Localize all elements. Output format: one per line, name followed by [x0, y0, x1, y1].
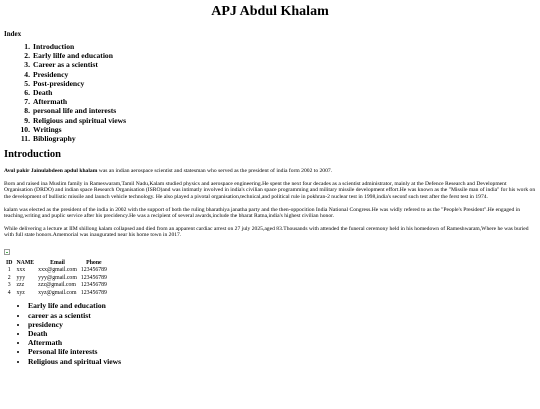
index-item-writings[interactable]: 10. Writings — [20, 124, 62, 134]
broken-image-icon — [4, 249, 10, 255]
table-row — [4, 267, 109, 275]
cell-email: yyy@gmail.com — [38, 274, 77, 281]
index-item-early-life[interactable]: 2. Early lilfe and education — [24, 51, 113, 61]
cell-id: 3 — [7, 282, 11, 289]
index-link[interactable]: Career as a scientist — [33, 60, 98, 70]
cell-email: xxx@gmail.com — [38, 266, 77, 273]
cell-phone: 123456789 — [80, 274, 107, 281]
table-header-id: ID — [6, 259, 13, 266]
cell-name: xxx — [16, 266, 26, 273]
index-item-personal-life[interactable]: 8. personal life and interests — [24, 106, 117, 116]
cell-email: xyz@gmail.com — [38, 289, 77, 296]
page-title: APJ Abdul Khalam — [211, 4, 329, 19]
cell-name: xyz — [16, 289, 25, 296]
index-item-presidency[interactable]: 4. Presidency — [24, 69, 69, 79]
list-item: • career as a scientist — [28, 311, 536, 320]
cell-name: zzz — [16, 282, 25, 289]
cell-id: 4 — [7, 289, 11, 296]
cell-name: yyy — [16, 274, 26, 281]
contacts-table — [4, 260, 109, 297]
intro-paragraph-4: While delivering a lecture at IIM shillong kalam collapsed and died from an apparent cardiac arrest on 27 july 2025,aged 83.Thousands with attended the funeral ceremony held in his homedown of Rameshwaram,Where he was buried with full state honors.Amemorial was inaugurated near his home town in 2017. — [4, 225, 529, 239]
table-row — [4, 290, 109, 298]
index-item-religious-views[interactable]: 9. Religious and spiritual views — [24, 115, 127, 125]
index-link[interactable]: Introduction — [33, 42, 75, 51]
intro-paragraph-2: Born and raised ina Muslim family in Rameswaram,Tamil Nadu,Kalam studied physics and aerospace engineering.He spent the next four decades as a scientist administrator, mainly at the Defence Research and Development Organisation (DRDO) and indian space Research Organisation (ISRO)and was intimatly involved in india's civilian space programming and military missile development effort.He was known as the "Missile man of india" for his work on the development of bullistic missile and launch vehicle technology. He also played a pivotal organisation,technical,and political rule in pokhran-2 nuclear test in 1998,india's seconf such test after the ferst test in 1974. — [4, 180, 536, 201]
index-item-career[interactable]: 3. Career as a scientist — [24, 60, 98, 70]
cell-id: 1 — [7, 266, 11, 273]
list-item: • Aftermath — [28, 338, 536, 347]
intro-paragraph-3: kalam was elected as the president of the india in 2002 with the support of both the ruling bharathiya janatha party and the then-oppocition India National Congress.He was widly refered to as the "People's President".He engaged in teaching,writing and puplic service after his precidency.He was a recipient of several awards,include the bharat Ratna,india's highest civilian honor. — [4, 206, 521, 220]
table-row — [4, 282, 109, 290]
index-link[interactable]: Early lilfe and education — [33, 51, 113, 61]
index-link[interactable]: Bibliography — [33, 134, 76, 144]
list-item: • Early life and education — [28, 301, 536, 310]
index-list — [4, 42, 536, 143]
index-link[interactable]: Writings — [33, 124, 62, 134]
list-item: • Death — [28, 329, 536, 338]
list-item: • Personal life interests — [28, 347, 536, 356]
cell-id: 2 — [7, 274, 11, 281]
list-item: • Religious and spiritual views — [28, 357, 536, 366]
index-item-introduction[interactable]: 1. Introduction — [24, 42, 75, 51]
cell-phone: 123456789 — [80, 282, 107, 289]
index-link[interactable]: Post-presidency — [33, 78, 85, 88]
topics-list — [4, 301, 536, 365]
index-link[interactable]: personal life and interests — [33, 106, 117, 116]
index-item-post-presidency[interactable]: 5. Post-presidency — [24, 78, 85, 88]
index-item-death[interactable]: 6. Death — [24, 88, 53, 98]
index-item-aftermath[interactable]: 7. Aftermath — [24, 97, 68, 107]
index-link[interactable]: Presidency — [33, 69, 69, 79]
table-header-row — [4, 260, 109, 267]
list-item: • presidency — [28, 320, 536, 329]
table-row — [4, 275, 109, 283]
cell-email: zzz@gmail.com — [38, 282, 76, 289]
cell-phone: 123456789 — [80, 289, 107, 296]
table-header-phone: Phone — [86, 259, 102, 266]
index-item-bibliography[interactable]: 11. Bibliography — [20, 134, 76, 144]
cell-phone: 123456789 — [80, 266, 107, 273]
index-label: Index — [4, 30, 22, 38]
index-link[interactable]: Death — [33, 88, 53, 98]
intro-name-bold: Avul pakir Jainulabdeen apdul khalam — [4, 168, 98, 175]
table-header-name: NAME — [16, 259, 35, 266]
document-page — [0, 4, 540, 366]
section-heading-introduction: Introduction — [4, 149, 61, 161]
intro-paragraph-1-text: was an indian aerospace scientist and statesman who served as the president of india form 2002 to 2007. — [97, 168, 333, 175]
table-header-email: Email — [50, 259, 65, 266]
index-link[interactable]: Religious and spiritual views — [33, 115, 127, 125]
intro-paragraph-1 — [4, 168, 536, 175]
index-link[interactable]: Aftermath — [33, 97, 68, 107]
